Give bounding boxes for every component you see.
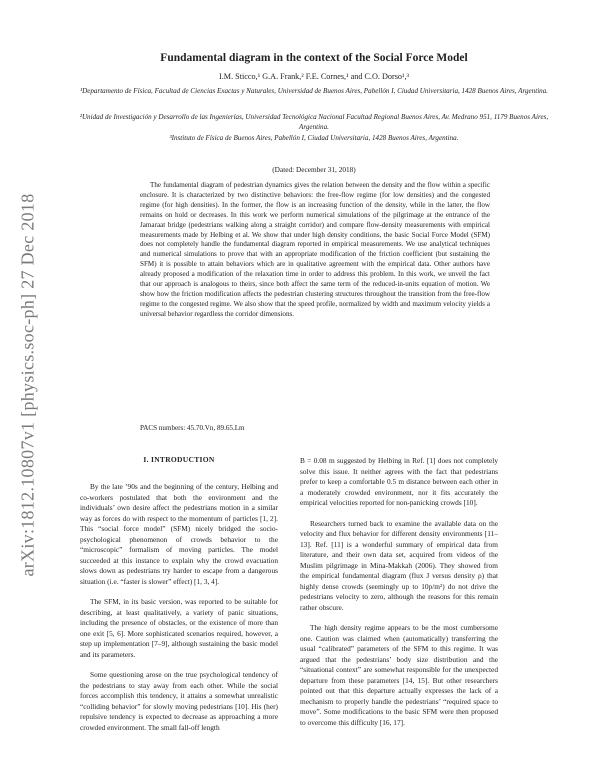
right-column <box>300 456 498 738</box>
paper-title: Fundamental diagram in the context of the Social Force Model <box>160 52 468 64</box>
date-line: (Dated: December 31, 2018) <box>272 165 356 174</box>
affiliation-3: ³Instituto de Física de Buenos Aires, Pabellón I, Ciudad Universitaria, 1428 Buenos Aires, Argentina. <box>169 134 459 142</box>
paragraph: By the late ’90s and the beginning of the century, Helbing and co-workers postulated that both the environment and the individuals’ own desire affect the pedestrians motion in a similar way as forces do with respect to the momentum of particles [1, 2]. This “social force model” (SFM) nicely bridged the socio-psychological phenomenon of crowds behavior to the “microscopic” formalism of moving particles. The model succeeded at this instance to explain why the crowd evacuation slows down as pedestrians try harder to escape from a dangerous situation (i.e. “faster is slower” effect) [1, 3, 4]. <box>80 482 278 586</box>
paragraph: Researchers turned back to examine the available data on the velocity and flux behavior for different density environments [11–13]. Ref. [11] is a wonderful summary of empirical data from literature, and their own data set, acquired from videos of the Muslim pilgrimage in Mina-Makkah (2006). They showed from the empirical fundamental diagram (flux J versus density ρ) that highly dense crowds (seemingly up to 10p/m²) do not drive the pedestrians velocity to zero, although the reasons for this remain rather obscure. <box>300 518 498 612</box>
arxiv-stamp: arXiv:1812.10807v1 [physics.soc-ph] 27 Dec 2018 <box>17 193 38 577</box>
paragraph: The high density regime appears to be the most cumbersome one. Caution was claimed when (automatically) transferring the usual “calibrated” parameters of the SFM to this regime. It was argued that the pedestrians’ body size distribution and the “situational context” are somewhat responsible for the unexpected departure from these parameters [14, 15]. But other researchers pointed out that this departure actually expresses the lack of a mechanism to properly handle the pedestrians’ “required space to move”. Some modifications to the basic SFM were then proposed to overcome this difficulty [16, 17]. <box>300 623 498 727</box>
paragraph: B = 0.08 m suggested by Helbing in Ref. [1] does not completely solve this issue. It neither agrees with the fact that pedestrians prefer to keep a comfortable 0.5 m distance between each other in a moderately crowded environment, nor it fits accurately the empirical velocities reported for non-panicking crowds [10]. <box>300 456 498 507</box>
author-list: I.M. Sticco,¹ G.A. Frank,² F.E. Cornes,¹ and C.O. Dorso¹,³ <box>219 72 409 81</box>
pacs-numbers: PACS numbers: 45.70.Vn, 89.65.Lm <box>140 424 245 432</box>
left-column <box>80 482 278 743</box>
paragraph: The SFM, in its basic version, was reported to be suitable for describing, at least qualitatively, a variety of panic situations, including the presence of obstacles, or the existence of more than one exit [5, 6]. More sophisticated scenarios required, however, a step up implementation [7–9], although sustaining the basic model and its parameters. <box>80 597 278 659</box>
section-heading: I. INTRODUCTION <box>143 455 215 464</box>
paragraph: Some questioning arose on the true psychological tendency of the pedestrians to stay away from each other. While the social forces accomplish this tendency, it attains a somewhat unrealistic “colliding behavior” for slowly moving pedestrians [10]. His (her) repulsive tendency is expected to decrease as approaching a more crowded environment. The small fall-off length <box>80 670 278 732</box>
abstract: The fundamental diagram of pedestrian dynamics gives the relation between the density and the flow within a specific enclosure. It is characterized by two distinctive behaviors: the free-flow regime (for low densities) and the congested regime (for high densities). In the former, the flow is an increasing function of the density, while in the latter, the flow remains on hold or decreases. In this work we perform numerical simulations of the pilgrimage at the entrance of the Jamaraat bridge (pedestrians walking along a straight corridor) and compare flow-density measurements with empirical measurements made by Helbing et al. We show that under high density conditions, the basic Social Force Model (SFM) does not completely handle the fundamental diagram reported in empirical measurements. We use analytical techniques and numerical simulations to prove that with an appropriate modification of the friction coefficient (but sustaining the SFM) it is possible to attain behaviors which are in qualitative agreement with the empirical data. Other authors have already proposed a modification of the relaxation time in order to address this problem. In this work, we unveil the fact that our approach is analogous to theirs, since both affect the same term of the reduced-in-units equation of motion. We show how the friction modification affects the pedestrian clustering structures throughout the transition from the free-flow regime to the congested regime. We also show that the speed profile, normalized by width and maximum velocity yields a universal behavior regardless the corridor dimensions. <box>140 181 490 318</box>
affiliation-1: ¹Departamento de Física, Facultad de Ciencias Exactas y Naturales, Universidad de Buenos Aires, Pabellón I, Ciudad Universitaria, 1428 Buenos Aires, Argentina. <box>79 87 549 95</box>
affiliation-2: ²Unidad de Investigación y Desarrollo de las Ingenierías, Universidad Tecnológica Nacional Facultad Regional Buenos Aires, Av. Medrano 951, 1179 Buenos Aires, Argentina. <box>79 113 549 131</box>
